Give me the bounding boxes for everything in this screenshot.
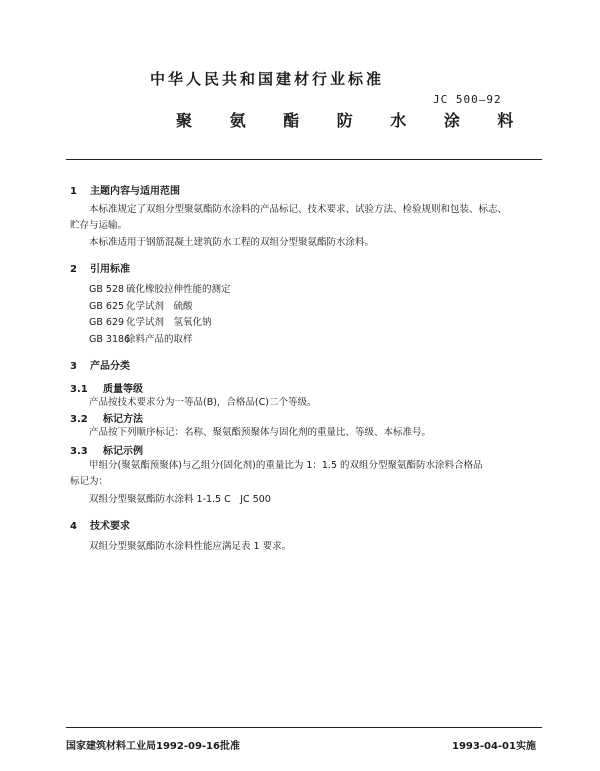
marking-example: 双组分型聚氨酯防水涂料 1-1.5 C JC 500: [89, 494, 271, 505]
standard-code: JC 500—92: [433, 93, 502, 106]
section-title: 产品分类: [90, 361, 130, 372]
section-2-heading: [70, 260, 130, 275]
paragraph: 双组分型聚氨酯防水涂料性能应满足表 1 要求。: [89, 541, 292, 552]
issuing-authority: 中华人民共和国建材行业标准: [150, 70, 385, 88]
subsection-3-2-heading: [70, 410, 143, 425]
section-title: 技术要求: [90, 521, 130, 532]
subsection-3-3-heading: [70, 442, 143, 457]
section-number: 3: [70, 361, 77, 372]
subsection-3-1-heading: [70, 380, 143, 395]
subsection-number: 3.2: [70, 414, 88, 425]
section-title: 引用标准: [90, 264, 130, 275]
section-number: 4: [70, 521, 77, 532]
subsection-title: 标记示例: [103, 446, 143, 457]
paragraph: 贮存与运输。: [70, 220, 128, 231]
reference-item: [89, 332, 193, 347]
section-number: 2: [70, 264, 77, 275]
reference-code: GB 528: [89, 284, 125, 295]
section-title: 主题内容与适用范围: [90, 186, 180, 197]
reference-item: [89, 315, 212, 330]
section-3-heading: [70, 357, 130, 372]
subsection-number: 3.3: [70, 446, 88, 457]
section-number: 1: [70, 186, 77, 197]
subsection-number: 3.1: [70, 384, 88, 395]
header-divider: [66, 159, 542, 160]
paragraph: 甲组分(聚氨酯预聚体)与乙组分(固化剂)的重量比为 1：1.5 的双组分型聚氨酯防水涂料合格品: [89, 460, 483, 471]
reference-title: 涂料产品的取样: [126, 334, 193, 345]
reference-code: GB 3186: [89, 334, 131, 345]
section-1-heading: [70, 182, 180, 197]
reference-title: 化学试剂 硫酸: [126, 301, 193, 312]
paragraph: 产品按技术要求分为一等品(B)，合格品(C)二个等级。: [89, 397, 317, 408]
paragraph: 产品按下列顺序标记：名称、聚氨酯预聚体与固化剂的重量比、等级、本标准号。: [89, 427, 432, 438]
reference-title: 化学试剂 氢氧化钠: [126, 317, 212, 328]
approval-date: 国家建筑材料工业局1992-09-16批准: [66, 741, 240, 752]
reference-code: GB 625: [89, 301, 125, 312]
reference-code: GB 629: [89, 317, 125, 328]
effective-date: 1993-04-01实施: [452, 741, 536, 752]
document-title: 聚 氨 酯 防 水 涂 料: [176, 111, 530, 130]
footer-divider: [66, 727, 542, 728]
subsection-title: 质量等级: [103, 384, 143, 395]
paragraph: 本标准规定了双组分型聚氨酯防水涂料的产品标记、技术要求、试验方法、检验规则和包装、标志、: [89, 204, 508, 215]
reference-title: 硫化橡胶拉伸性能的测定: [126, 284, 231, 295]
paragraph: 本标准适用于钢筋混凝土建筑防水工程的双组分型聚氨酯防水涂料。: [89, 237, 375, 248]
reference-item: [89, 299, 193, 314]
reference-item: [89, 282, 231, 297]
subsection-title: 标记方法: [103, 414, 143, 425]
paragraph: 标记为：: [70, 476, 109, 487]
section-4-heading: [70, 517, 130, 532]
